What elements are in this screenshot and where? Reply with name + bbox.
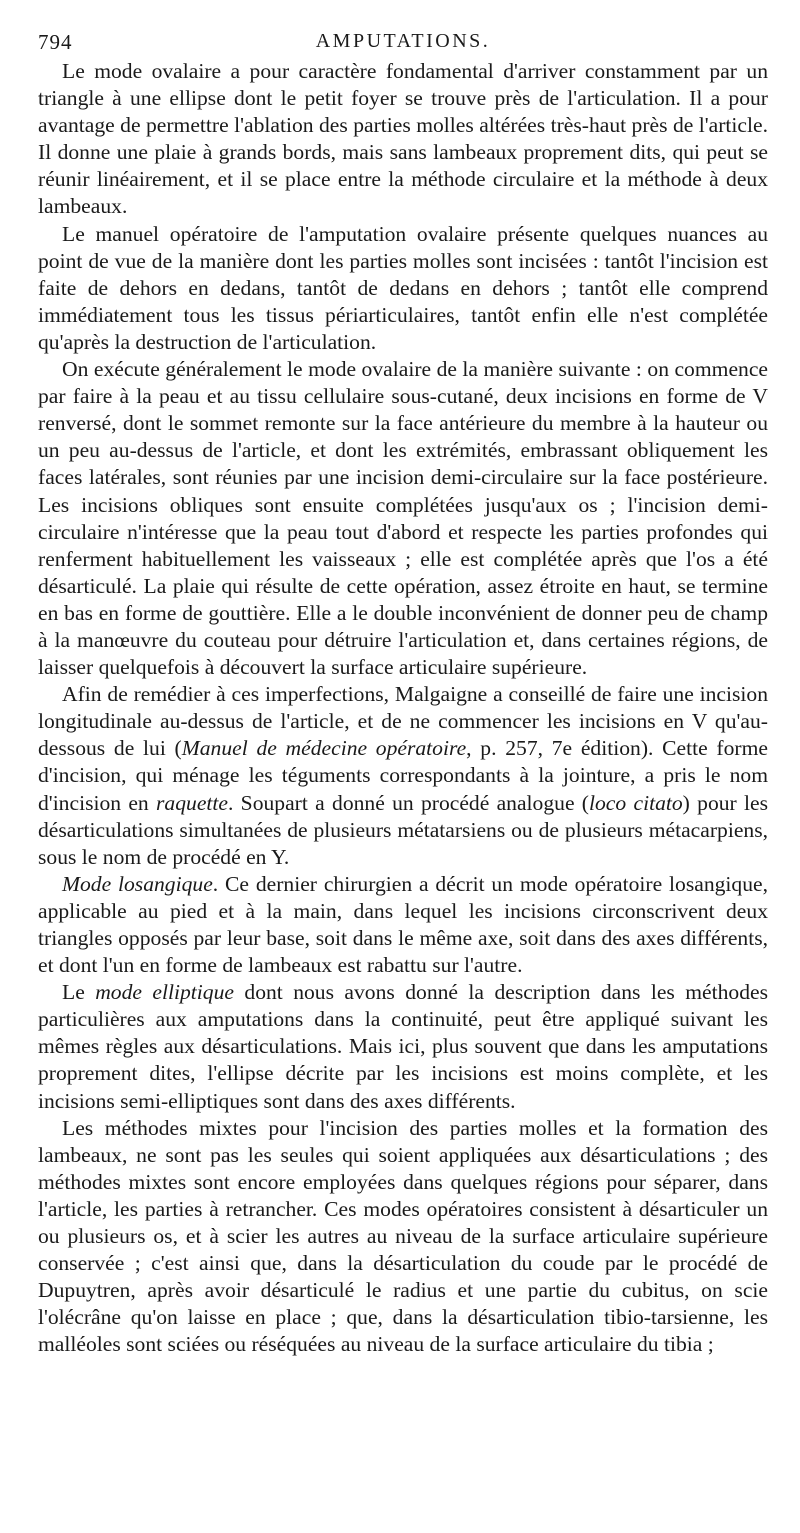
text-run: Le mode ovalaire a pour caractère fondamental d'arriver constamment par un triangle à une ellipse dont le petit foyer se trouve près de l'articulation. Il a pour avantage de permettre l'ablation des parties molles altérées très-haut près de l'article. Il donne une plaie à grands bords, mais sans lambeaux proprement dits, qui peut se réunir linéairement, et il se place entre la méthode circulaire et la méthode à deux lambeaux.	[38, 59, 768, 219]
paragraph	[38, 356, 768, 681]
text-run: dont nous avons donné la description dans les méthodes particulières aux amputations dans la continuité, peut être appliqué suivant les mêmes règles aux désarticulations. Mais ici, plus souvent que dans les amputations proprement dites, l'ellipse décrite par les incisions est moins complète, et les incisions semi-elliptiques sont dans des axes différents.	[38, 980, 768, 1113]
paragraph	[38, 1115, 768, 1359]
body-text	[38, 58, 768, 1359]
paragraph	[38, 681, 768, 871]
text-run: . Soupart a donné un procédé analogue (	[228, 790, 590, 815]
text-run: , p. 257, 7e édition). Cette forme d'incision, qui ménage les téguments correspondants à la jointure, a pris le nom d'incision en	[38, 736, 768, 815]
running-title: AMPUTATIONS.	[315, 30, 491, 52]
italic-text: Manuel de médecine opératoire	[181, 736, 467, 761]
text-run: Les méthodes mixtes pour l'incision des parties molles et la formation des lambeaux, ne sont pas les seules qui soient appliquées aux désarticulations ; des méthodes mixtes sont encore employées dans quelques régions pour séparer, dans l'article, les parties à retrancher. Ces modes opératoires consistent à désarticuler un ou plusieurs os, et à scier les autres au niveau de la surface articulaire supérieure conservée ; c'est ainsi que, dans la désarticulation du coude par le procédé de Dupuytren, après avoir désarticulé le radius et une partie du cubitus, on scie l'olécrâne qu'on laisse en place ; que, dans la désarticulation tibio-tarsienne, les malléoles sont sciées ou réséquées au niveau de la surface articulaire du tibia ;	[38, 1115, 768, 1357]
paragraph	[38, 871, 768, 979]
paragraph	[38, 979, 768, 1114]
footer-marks	[70, 1496, 470, 1502]
italic-text: loco citato	[589, 790, 683, 815]
text-run: On exécute généralement le mode ovalaire de la manière suivante : on commence par faire à la peau et au tissu cellulaire sous-cutané, deux incisions en forme de V renversé, dont le sommet remonte sur la face antérieure du membre à la hauteur ou un peu au-dessus de l'article, et dont les extrémités, embrassant obliquement les faces latérales, sont réunies par une incision demi-circulaire sur la face postérieure. Les incisions obliques sont ensuite complétées jusqu'aux os ; l'incision demi-circulaire n'intéresse que la peau tout d'abord et respecte les parties profondes qui renferment habituellement les vaisseaux ; elle est complétée après que l'os a été désarticulé. La plaie qui résulte de cette opération, assez étroite en haut, se termine en bas en forme de gouttière. Elle a le double inconvénient de donner peu de champ à la manœuvre du couteau pour détruire l'articulation et, dans certaines régions, de laisser quelquefois à découvert la surface articulaire supérieure.	[38, 357, 768, 680]
italic-text: raquette	[156, 790, 228, 815]
italic-text: Mode losangique	[62, 871, 213, 896]
page-number: 794	[38, 30, 73, 54]
paragraph	[38, 58, 768, 221]
text-run: ) pour les désarticulations simultanées de plusieurs métatarsiens ou de plusieurs métacarpiens, sous le nom de procédé en Y.	[38, 790, 769, 869]
book-page	[38, 30, 768, 1359]
paragraph	[38, 221, 768, 356]
text-run: Afin de remédier à ces imperfections, Malgaigne a conseillé de faire une incision longitudinale au-dessus de l'article, et de ne commencer les incisions en V qu'au-dessous de lui (	[38, 682, 768, 761]
running-head	[38, 30, 768, 56]
text-run: Le	[62, 980, 96, 1005]
italic-text: mode elliptique	[95, 980, 234, 1005]
text-run: . Ce dernier chirurgien a décrit un mode opératoire losangique, applicable au pied et à la main, dans lequel les incisions circonscrivent deux triangles opposés par leur base, soit dans le même axe, soit dans des axes différents, et dont l'un en forme de lambeaux est rabattu sur l'autre.	[38, 871, 768, 978]
text-run: Le manuel opératoire de l'amputation ovalaire présente quelques nuances au point de vue de la manière dont les parties molles sont incisées : tantôt l'incision est faite de dehors en dedans, tantôt de dedans en dehors ; tantôt elle comprend immédiatement tous les tissus périarticulaires, tantôt enfin elle n'est complétée qu'après la destruction de l'articulation.	[38, 221, 768, 354]
